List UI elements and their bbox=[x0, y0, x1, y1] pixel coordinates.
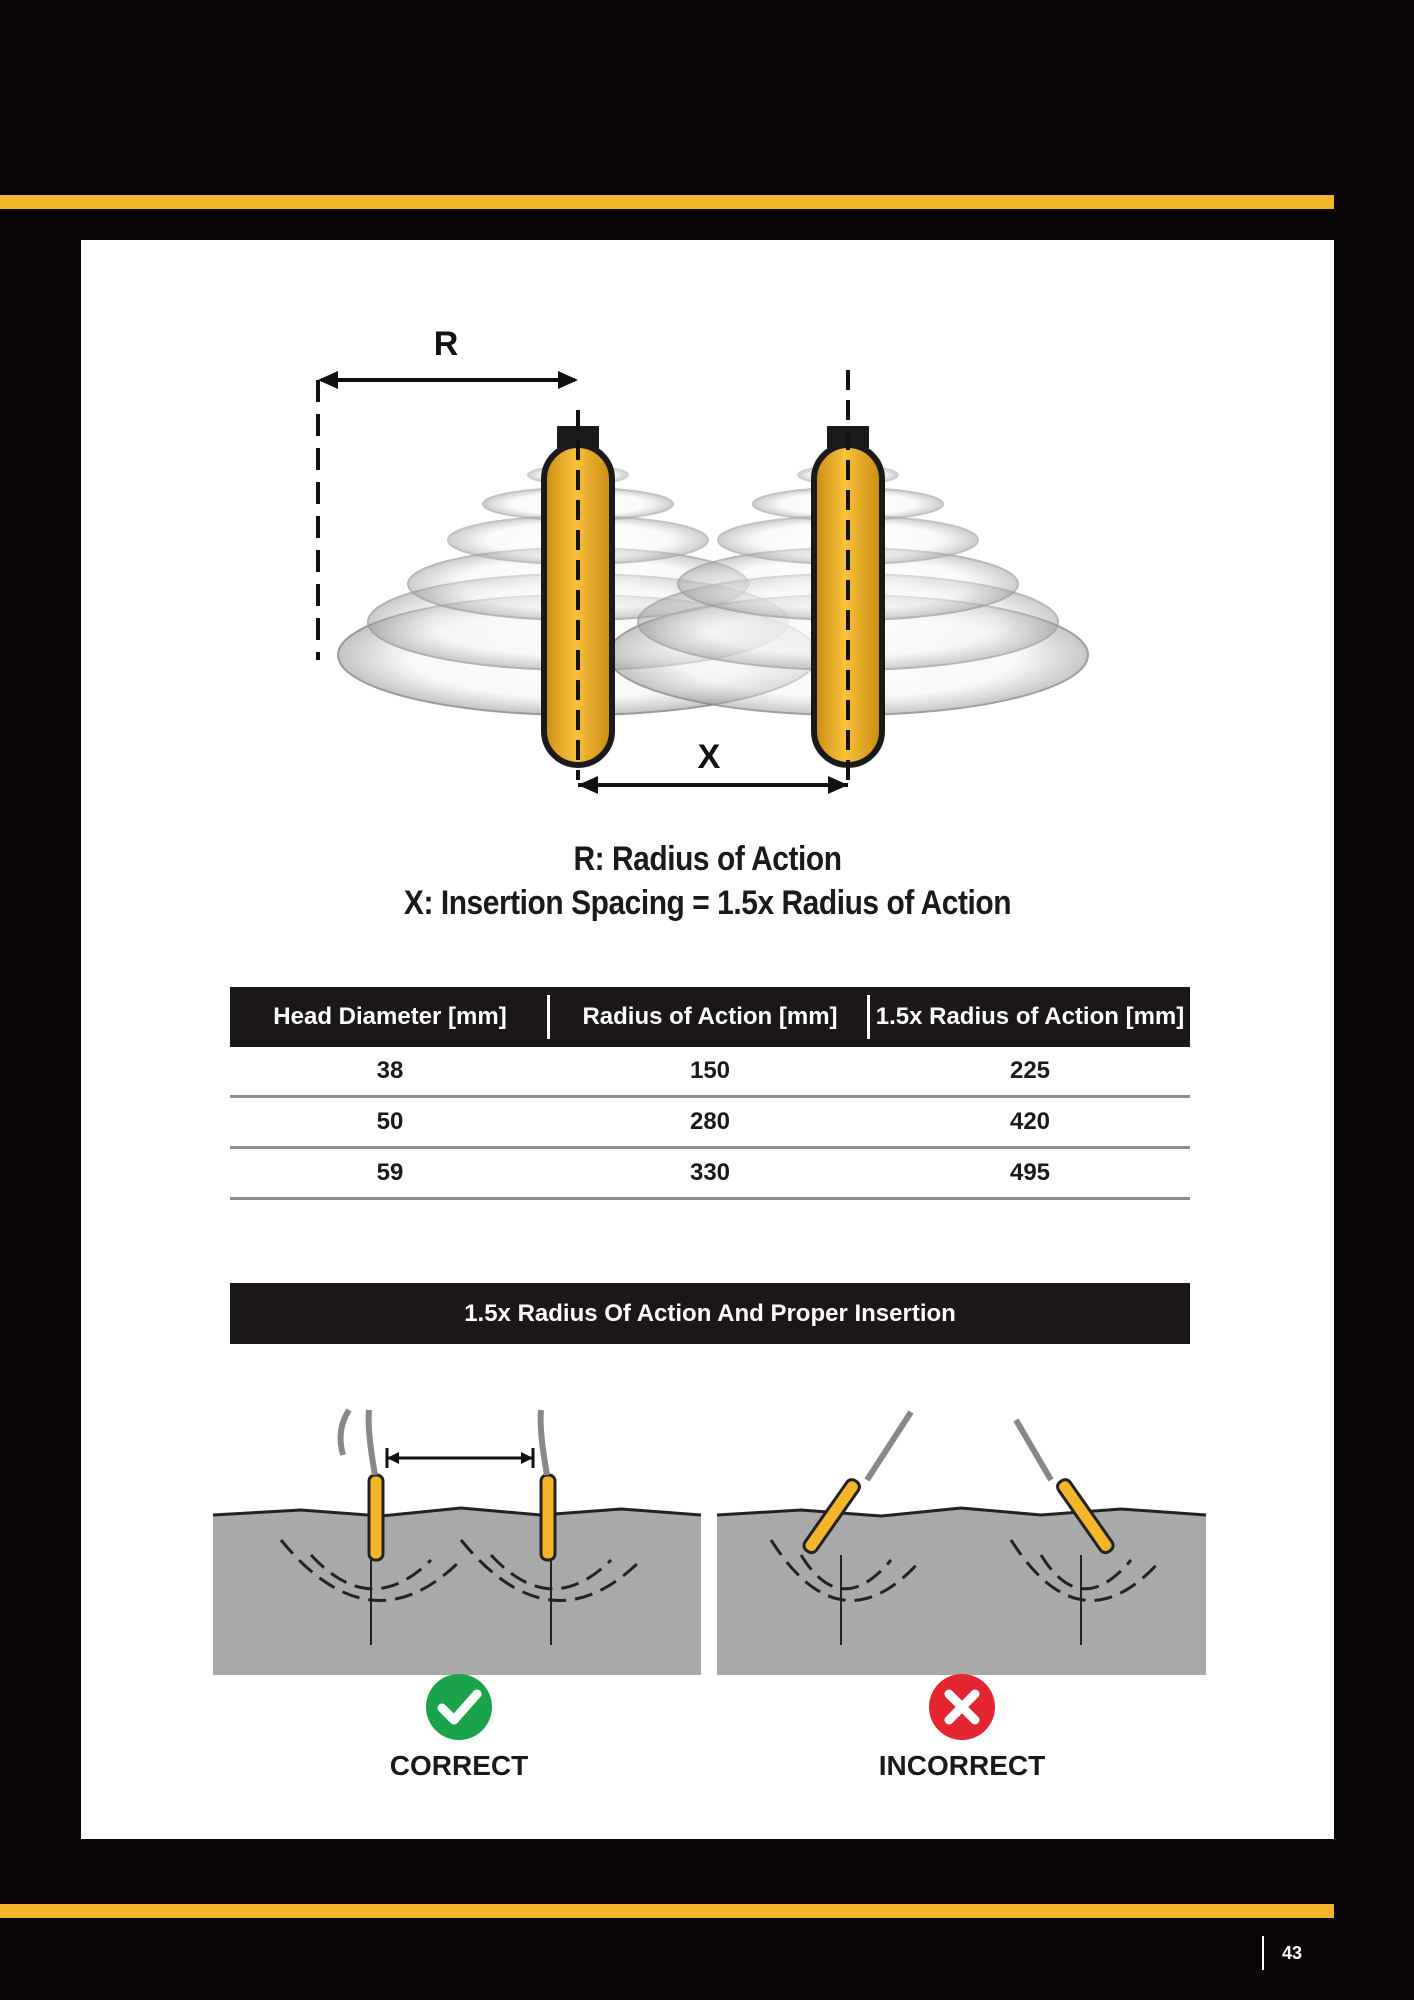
incorrect-insertion-panel bbox=[717, 1412, 1206, 1675]
page-number: 43 bbox=[1262, 1936, 1302, 1970]
content-panel bbox=[81, 240, 1334, 1839]
top-accent-stripe bbox=[0, 195, 1334, 209]
table-header-cell: Head Diameter [mm] bbox=[230, 987, 550, 1047]
spacing-dimension bbox=[578, 776, 848, 794]
table-cell: 225 bbox=[870, 1047, 1190, 1097]
table-row bbox=[230, 1047, 1190, 1097]
correct-insertion-panel bbox=[213, 1410, 701, 1675]
table-cell: 330 bbox=[550, 1148, 870, 1199]
right-vibrator-probe bbox=[814, 370, 882, 780]
radius-table bbox=[230, 987, 1190, 1200]
legend-radius: R: Radius of Action bbox=[573, 840, 842, 878]
insertion-illustration bbox=[81, 1370, 1334, 1740]
table-cell: 420 bbox=[870, 1097, 1190, 1148]
left-vibrator-probe bbox=[544, 410, 612, 780]
section-banner: 1.5x Radius Of Action And Proper Insertion bbox=[230, 1283, 1190, 1344]
table-header-cell: Radius of Action [mm] bbox=[550, 987, 870, 1047]
bottom-accent-stripe bbox=[0, 1904, 1334, 1918]
legend-spacing: X: Insertion Spacing = 1.5x Radius of Action bbox=[403, 884, 1012, 922]
table-cell: 150 bbox=[550, 1047, 870, 1097]
table-header-cell: 1.5x Radius of Action [mm] bbox=[870, 987, 1190, 1047]
table-cell: 59 bbox=[230, 1148, 550, 1199]
radius-label: R bbox=[433, 325, 459, 363]
table-row bbox=[230, 1097, 1190, 1148]
check-icon bbox=[424, 1672, 494, 1742]
spacing-label: X bbox=[697, 738, 721, 776]
table-row bbox=[230, 1148, 1190, 1199]
table-header-row bbox=[230, 987, 1190, 1047]
table-cell: 38 bbox=[230, 1047, 550, 1097]
incorrect-label: INCORRECT bbox=[878, 1750, 1046, 1781]
cross-icon bbox=[927, 1672, 997, 1742]
table-cell: 280 bbox=[550, 1097, 870, 1148]
radius-of-action-diagram bbox=[81, 240, 1334, 800]
correct-label: CORRECT bbox=[389, 1750, 529, 1781]
table-cell: 50 bbox=[230, 1097, 550, 1148]
table-cell: 495 bbox=[870, 1148, 1190, 1199]
